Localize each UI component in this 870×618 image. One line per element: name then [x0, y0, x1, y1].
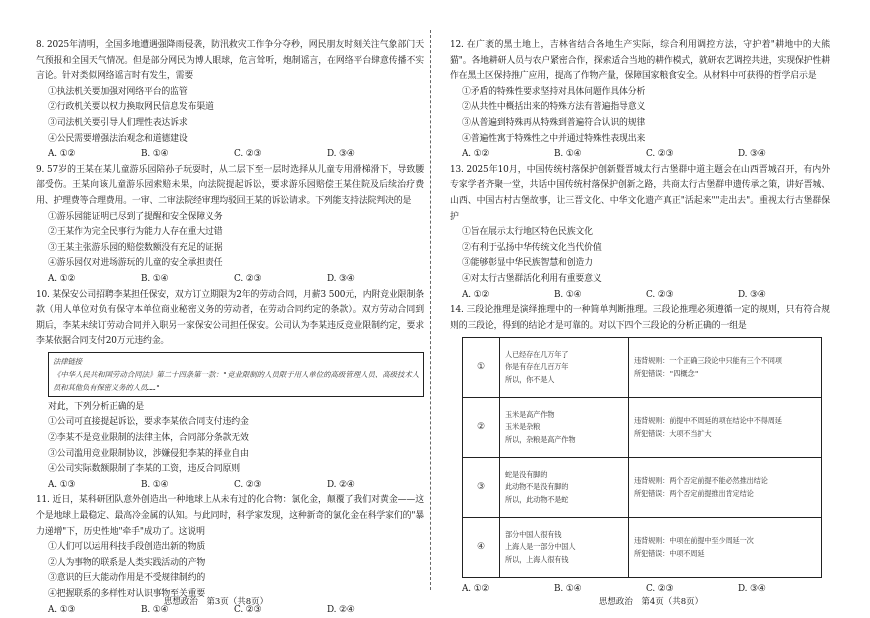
option-3: ③能够彰显中华民族智慧和创造力 — [462, 258, 593, 269]
analysis-line: 所犯错误：两个否定前提推出肯定结论 — [634, 488, 754, 498]
legal-link-title: 法律链接 — [53, 356, 82, 366]
table-row — [463, 398, 822, 458]
answer-choices — [36, 478, 424, 494]
choice-a: A. ①② — [48, 273, 76, 284]
option-2: ②人为事物的联系是人类实践活动的产物 — [48, 557, 206, 568]
page-left — [0, 0, 432, 615]
question-9 — [36, 163, 424, 288]
option-3: ③公司滥用竞业限制协议，涉嫌侵犯李某的择业自由 — [48, 448, 249, 459]
option-3: ③意识的巨大能动作用是不受规律制约的 — [48, 573, 206, 584]
choice-c: C. ②③ — [646, 149, 674, 160]
question-14 — [450, 303, 830, 598]
row-number: ③ — [463, 458, 500, 518]
premises-cell — [500, 398, 629, 458]
choice-d: D. ③④ — [738, 149, 766, 160]
premise-line: 所以，上海人很有钱 — [505, 555, 569, 565]
syllogism-table — [462, 337, 822, 578]
choice-c: C. ②③ — [234, 604, 262, 615]
option-1: ①执法机关要加强对网络平台的监管 — [48, 86, 188, 97]
option-2: ②行政机关要以权力换取网民信息发布渠道 — [48, 102, 214, 113]
choice-b: B. ①④ — [554, 584, 582, 595]
question-stem: 14. 三段论推理是演绎推理中的一种简单判断推理。三段论推理必须遵循一定的规则，只有符合规则的三段论，得到的结论才是可靠的。对以下四个三段论的分析正确的一组是 — [450, 305, 830, 331]
analysis-cell — [629, 458, 822, 518]
option-2: ②王某作为完全民事行为能力人存在重大过错 — [48, 227, 223, 238]
premise-line: 玉米是高产作物 — [505, 409, 555, 419]
answer-choices — [36, 272, 424, 288]
choice-d: D. ③④ — [738, 584, 766, 595]
answer-choices — [36, 147, 424, 163]
question-stem: 10. 某保安公司招聘李某担任保安，双方订立期限为2年的劳动合同，月薪3 500元，内附竞业限制条款（用人单位对负有保守本单位商业秘密义务的劳动者，在劳动合同约定的条款）。双方劳动合同到期后，李某未续订劳动合同并入职另一家保安公司担任保安。公司认为李某违反竞业限制约定，要求李某依据合同支付20万元违约金。 — [36, 289, 424, 347]
choice-b: B. ①④ — [141, 479, 169, 490]
option-1: ①人们可以运用科技手段创造出新的物质 — [48, 542, 206, 553]
premises-cell — [500, 338, 629, 398]
option-3: ③王某主张游乐园的赔偿数额没有充足的证据 — [48, 242, 223, 253]
option-4: ④公民需要增强法治观念和道德建设 — [48, 133, 188, 144]
answer-choices — [450, 288, 830, 304]
choice-b: B. ①④ — [141, 149, 169, 160]
table-row — [463, 338, 822, 398]
question-13 — [450, 163, 830, 303]
choice-c: C. ②③ — [646, 289, 674, 300]
choice-b: B. ①④ — [554, 289, 582, 300]
option-2: ②有利于弘扬中华传统文化当代价值 — [462, 242, 602, 253]
answer-choices — [450, 147, 830, 163]
choice-a: A. ①③ — [48, 604, 76, 615]
legal-link-text: 《中华人民共和国劳动合同法》第二十四条第一款："竞业限制的人员限于用人单位的高级管理人员、高级技术人员和其他负有保密义务的人员……" — [53, 369, 419, 392]
option-4: ④把握联系的多样性对认识事物至关重要 — [48, 589, 206, 599]
page-footer: 思想政治 第3页（共8页） — [163, 597, 269, 607]
choice-a: A. ①③ — [48, 479, 76, 490]
option-2: ②从共性中概括出来的特殊方法有普遍指导意义 — [462, 102, 646, 113]
choice-a: A. ①② — [462, 584, 490, 595]
choice-d: D. ②④ — [327, 479, 355, 490]
premise-line: 上海人是一部分中国人 — [505, 542, 576, 552]
choice-b: B. ①④ — [141, 273, 169, 284]
row-number: ② — [463, 398, 500, 458]
analysis-cell — [629, 398, 822, 458]
option-3: ③司法机关要引导人们理性表达诉求 — [48, 117, 188, 128]
question-stem: 8. 2025年清明，全国多地遭遇强降雨侵袭，防汛救灾工作争分夺秒，网民朋友时刻关注气象部门天气预报和全国天气情况。但是部分网民为博人眼球，危言耸听，炮制谣言，在网络平台肆意传播不实言论。针对类似网络谣言时有发生，需要 — [36, 40, 424, 82]
question-12 — [450, 38, 830, 163]
question-stem: 13. 2025年10月，中国传统村落保护创新暨晋城太行古堡群中道主题会在山西晋城召开，有内外专家学者齐聚一堂，共话中国传统村落保护创新之路，共商太行古堡群申遗传承之策，讲好晋城、山西、中国古村古堡故事，让三晋文化、中华文化遗产真正"活起来""走出去"。重视太行古堡群保护 — [450, 164, 830, 222]
analysis-line: 所犯错误："四概念" — [634, 368, 699, 378]
choice-a: A. ①② — [462, 149, 490, 160]
premise-line: 蛇是没有脚的 — [505, 469, 548, 479]
page-right — [432, 0, 870, 615]
choice-c: C. ②③ — [234, 479, 262, 490]
analysis-line: 所犯错误：中项不周延 — [634, 548, 705, 558]
premises-cell — [500, 518, 629, 578]
row-number: ① — [463, 338, 500, 398]
analysis-line: 违背规则：中项在前提中至少周延一次 — [634, 536, 754, 546]
row-number: ④ — [463, 518, 500, 578]
question-10 — [36, 288, 424, 494]
choice-d: D. ③④ — [738, 289, 766, 300]
choice-a: A. ①② — [48, 149, 76, 160]
option-1: ①矛盾的特殊性要求坚持对具体问题作具体分析 — [462, 86, 646, 97]
choice-c: C. ②③ — [646, 584, 674, 595]
option-4: ④游乐园仅对进场游玩的儿童的安全承担责任 — [48, 258, 223, 269]
analysis-line: 违背规则：前提中不周延的项在结论中不得周延 — [634, 416, 782, 426]
table-row — [463, 458, 822, 518]
option-4: ④公司实际数额限制了李某的工资，违反合同原则 — [48, 464, 240, 475]
choice-a: A. ①② — [462, 289, 490, 300]
table-row — [463, 518, 822, 578]
choice-c: C. ②③ — [234, 149, 262, 160]
option-1: ①公司可直接提起诉讼，要求李某依合同支付违约金 — [48, 417, 249, 428]
choice-d: D. ③④ — [327, 273, 355, 284]
question-lead: 对此，下列分析正确的是 — [48, 401, 144, 412]
question-8 — [36, 38, 424, 163]
premise-line: 你是有存在几百万年 — [505, 362, 569, 372]
choice-b: B. ①④ — [554, 149, 582, 160]
analysis-cell — [629, 338, 822, 398]
legal-link-box — [48, 352, 424, 397]
option-1: ①游乐园能证明已尽到了提醒和安全保障义务 — [48, 211, 223, 222]
question-stem: 12. 在广袤的黑土地上，吉林省结合各地生产实际，综合利用调控方法，守护着"耕地中的大熊猫"。各地耕研人员与农户紧密合作，探索适合当地的耕作模式，就研农艺调控共进，实现保护性耕作在黑土区保持推广应用，提高了作物产量，保障国家粮食安全。从材料中可获得的哲学启示是 — [450, 40, 830, 82]
option-1: ①旨在展示太行地区特色民族文化 — [462, 227, 593, 238]
premise-line: 所以，此动物不是蛇 — [505, 495, 569, 505]
option-2: ②李某不是竞业限制的法律主体，合同部分条款无效 — [48, 433, 249, 444]
choice-b: B. ①④ — [141, 604, 169, 615]
analysis-line: 所犯错误：大项不当扩大 — [634, 428, 712, 438]
option-4: ④对太行古堡群活化利用有重要意义 — [462, 273, 602, 284]
choice-d: D. ②④ — [327, 604, 355, 615]
premise-line: 所以，你不是人 — [505, 375, 555, 385]
premise-line: 玉米是杂粮 — [505, 422, 541, 432]
choice-c: C. ②③ — [234, 273, 262, 284]
page-divider — [430, 30, 431, 590]
analysis-line: 违背规则：两个否定前提不能必然推出结论 — [634, 476, 768, 486]
premises-cell — [500, 458, 629, 518]
analysis-line: 违背规则：一个正确三段论中只能有三个不同项 — [634, 356, 782, 366]
question-stem: 9. 57岁的王某在某儿童游乐园陪孙子玩耍时，从二层下至一层时选择从儿童专用滑梯滑下，导致腰部受伤。王某向该儿童游乐园索赔未果，向法院提起诉讼，要求游乐园赔偿王某住院及后续治疗费用、护理费等合理费用。一审、二审法院经审理均驳回王某的诉讼请求。下列能支持法院判决的是 — [36, 164, 424, 206]
option-4: ④普遍性寓于特殊性之中并通过特殊性表现出来 — [462, 133, 646, 144]
analysis-cell — [629, 518, 822, 578]
premise-line: 人已经存在几万年了 — [505, 349, 569, 359]
choice-d: D. ③④ — [327, 149, 355, 160]
premise-line: 部分中国人很有钱 — [505, 529, 562, 539]
page-footer: 思想政治 第4页（共8页） — [598, 597, 704, 607]
question-stem: 11. 近日，某科研团队意外创造出一种地球上从未有过的化合物：氯化金，颠覆了我们对黄金——这个是地球上最稳定、最高冷金属的认知。与此同时，科学家发现，这种新奇的氯化金在科学家们的"暴力递增"下，历史性地"牵手"成功了。这说明 — [36, 495, 424, 537]
option-3: ③从普遍到特殊再从特殊到普遍符合认识的规律 — [462, 117, 646, 128]
premise-line: 此动物不是没有脚的 — [505, 482, 569, 492]
premise-line: 所以，杂粮是高产作物 — [505, 435, 576, 445]
